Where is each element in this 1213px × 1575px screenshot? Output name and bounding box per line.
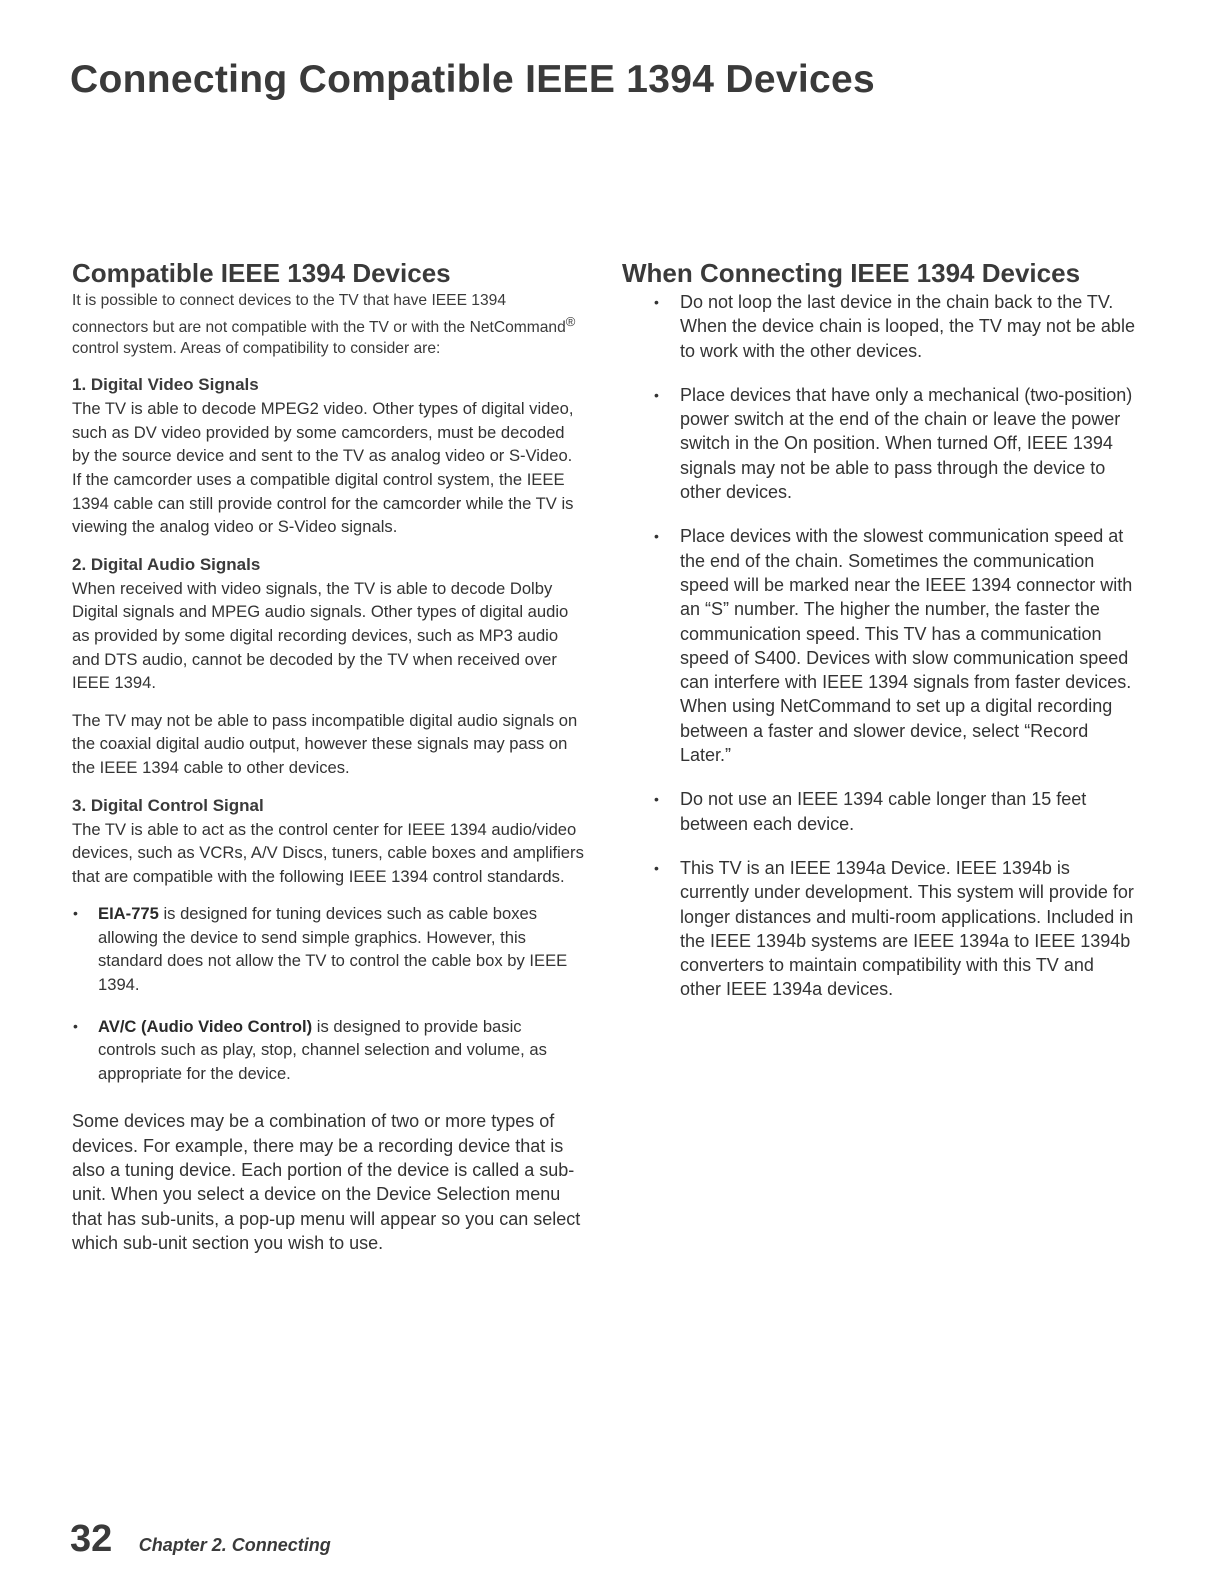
sub-heading-digital-audio: 2. Digital Audio Signals bbox=[72, 554, 261, 574]
left-column bbox=[72, 258, 584, 1255]
intro-text-part: It is possible to connect devices to the TV that have IEEE 1394 connectors but are not compatible with the TV or with the NetCommand bbox=[72, 292, 566, 337]
control-standards-list bbox=[72, 902, 584, 1085]
description-eia-775: is designed for tuning devices such as cable boxes allowing the device to send simple graphics. However, this standard does not allow the TV to control the cable box by IEEE 1394. bbox=[98, 904, 568, 995]
right-column bbox=[622, 258, 1137, 1022]
bullet-icon: • bbox=[654, 386, 659, 403]
chapter-label: Chapter 2. Connecting bbox=[138, 1535, 331, 1555]
description-avc: is designed to provide basic controls such as play, stop, channel selection and volume, as appropriate for the device. bbox=[98, 1016, 547, 1083]
term-avc: AV/C (Audio Video Control) bbox=[98, 1016, 313, 1036]
list-item bbox=[622, 383, 1137, 504]
list-item-text: Do not use an IEEE 1394 cable longer than 15 feet between each device. bbox=[680, 789, 1087, 834]
list-item-text: This TV is an IEEE 1394a Device. IEEE 1394b is currently under development. This system will provide for longer distances and multi-room applications. Included in the IEEE 1394b systems are IEEE 1394a to IEEE 1394b converters to maintain compatibility with this TV and other IEEE 1394a devices. bbox=[680, 857, 1134, 1000]
list-item bbox=[622, 290, 1137, 363]
list-item bbox=[622, 524, 1137, 767]
connecting-tips-list bbox=[622, 290, 1137, 1002]
paragraph-digital-video: The TV is able to decode MPEG2 video. Other types of digital video, such as DV video provided by some camcorders, must be decoded by the source device and sent to the TV as analog video or S-Video. If the camcorder uses a compatible digital control system, the IEEE 1394 cable can still provide control for the camcorder while the TV is viewing the analog video or S-Video signals. bbox=[72, 399, 574, 537]
paragraph-sub-units: Some devices may be a combination of two or more types of devices. For example, there may be a recording device that is also a tuning device. Each portion of the device is called a sub-unit. When you select a device on the Device Selection menu that has sub-units, a pop-up menu will appear so you can select which sub-unit section you wish to use. bbox=[72, 1111, 581, 1253]
intro-paragraph bbox=[72, 290, 584, 359]
bullet-icon: • bbox=[73, 905, 78, 922]
list-item bbox=[622, 856, 1137, 1002]
list-item-text: Place devices with the slowest communication speed at the end of the chain. Sometimes the communication speed will be marked near the IEEE 1394 connector with an “S” number. The higher the number, the faster the communication speed. This TV has a communication speed of S400. Devices with slow communication speed can interfere with IEEE 1394 signals from faster devices. When using NetCommand to set up a digital recording between a faster and slower device, select “Record Later.” bbox=[680, 526, 1133, 766]
paragraph-digital-control: The TV is able to act as the control center for IEEE 1394 audio/video devices, such as VCRs, A/V Discs, tuners, cable boxes and amplifiers that are compatible with the following IEEE 1394 control standards. bbox=[72, 819, 584, 886]
page-number: 32 bbox=[70, 1518, 113, 1560]
sub-heading-digital-control: 3. Digital Control Signal bbox=[72, 795, 264, 815]
list-item-avc bbox=[72, 1015, 584, 1086]
list-item bbox=[622, 787, 1137, 836]
term-eia-775: EIA-775 bbox=[98, 904, 159, 924]
bullet-icon: • bbox=[654, 859, 659, 876]
registered-mark: ® bbox=[565, 314, 576, 329]
list-item-eia-775 bbox=[72, 902, 584, 996]
bullet-icon: • bbox=[73, 1017, 78, 1034]
list-item-text: Do not loop the last device in the chain back to the TV. When the device chain is looped, the TV may not be able to work with the other devices. bbox=[680, 292, 1135, 361]
bullet-icon: • bbox=[654, 294, 659, 310]
section-heading-when-connecting: When Connecting IEEE 1394 Devices bbox=[622, 258, 1081, 288]
page-footer bbox=[70, 1518, 331, 1561]
sub-heading-digital-video: 1. Digital Video Signals bbox=[72, 375, 259, 395]
section-heading-compatible-devices: Compatible IEEE 1394 Devices bbox=[72, 258, 451, 288]
paragraph-digital-audio: When received with video signals, the TV is able to decode Dolby Digital signals and MPEG audio signals. Other types of digital audio as provided by some digital recording devices, such as MP3 audio and DTS audio, cannot be decoded by the TV when received over IEEE 1394. bbox=[72, 578, 569, 693]
paragraph-digital-audio-output: The TV may not be able to pass incompatible digital audio signals on the coaxial digital audio output, however these signals may pass on the IEEE 1394 cable to other devices. bbox=[72, 710, 578, 777]
list-item-text: Place devices that have only a mechanical (two-position) power switch at the end of the chain or leave the power switch in the On position. When turned Off, IEEE 1394 signals may not be able to pass through the device to other devices. bbox=[680, 384, 1133, 503]
intro-text-part: control system. Areas of compatibility to consider are: bbox=[72, 340, 441, 358]
bullet-icon: • bbox=[654, 791, 659, 808]
bullet-icon: • bbox=[654, 528, 659, 545]
page-title: Connecting Compatible IEEE 1394 Devices bbox=[70, 58, 875, 101]
